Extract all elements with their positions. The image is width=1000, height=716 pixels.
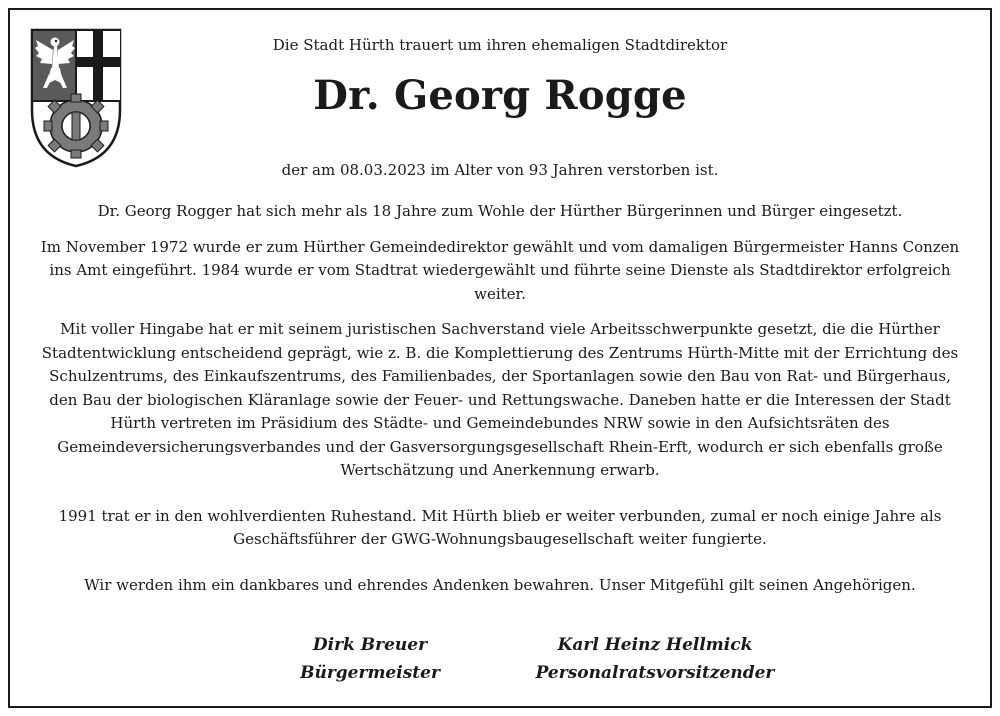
paragraph-election: Im November 1972 wurde er zum Hürther Gemeindedirektor gewählt und vom damaligen Bürgermeister Hanns Conzen ins Amt eingeführt. 1984 wurde er vom Stadtrat wiedergewählt und führte seine Dienste als Stadtdirektor erfolgreich weiter. [40,237,960,303]
deceased-name: Dr. Georg Rogge [313,72,687,119]
death-line: der am 08.03.2023 im Alter von 93 Jahren verstorben ist. [281,161,719,179]
signatory-title: Bürgermeister [300,663,440,683]
signature-staff-council [500,631,810,687]
paragraph-achievements: Mit voller Hingabe hat er mit seinem juristischen Sachverstand viele Arbeitsschwerpunkte gesetzt, die die Hürther Stadtentwicklung entscheidend geprägt, wie z. B. die Komplettierung des Zentrums Hürth-Mitte mit der Errichtung des Schulzentrums, des Einkaufszentrums, des Familienbades, der Sportanlagen sowie den Bau von Rat- und Bürgerhaus, den Bau der biologischen Kläranlage sowie der Feuer- und Rettungswache. Daneben hatte er die Interessen der Stadt Hürth vertreten im Präsidium des Städte- und Gemeindebundes NRW sowie in den Aufsichtsräten des Gemeindeversicherungsverbandes und der Gasversorgungsgesellschaft Rhein-Erft, wodurch er sich ebenfalls große Wertschätzung und Anerkennung erwarb. [41,320,959,479]
signatory-title: Personalratsvorsitzender [535,663,775,683]
notice-body [34,200,966,609]
signatory-name: Karl Heinz Hellmick [557,635,753,655]
paragraph-condolence: Wir werden ihm ein dankbares und ehrendes Andenken bewahren. Unser Mitgefühl gilt seinen Angehörigen. [84,575,916,594]
signature-mayor [270,631,470,687]
signatory-name: Dirk Breuer [312,635,428,655]
paragraph-tenure: Dr. Georg Rogger hat sich mehr als 18 Jahre zum Wohle der Hürther Bürgerinnen und Bürger eingesetzt. [97,202,903,220]
paragraph-retirement: 1991 trat er in den wohlverdienten Ruhestand. Mit Hürth blieb er weiter verbunden, zumal er noch einige Jahre als Geschäftsführer der GWG-Wohnungsbaugesellschaft weiter fungierte. [58,506,942,548]
intro-line: Die Stadt Hürth trauert um ihren ehemaligen Stadtdirektor [272,36,728,54]
